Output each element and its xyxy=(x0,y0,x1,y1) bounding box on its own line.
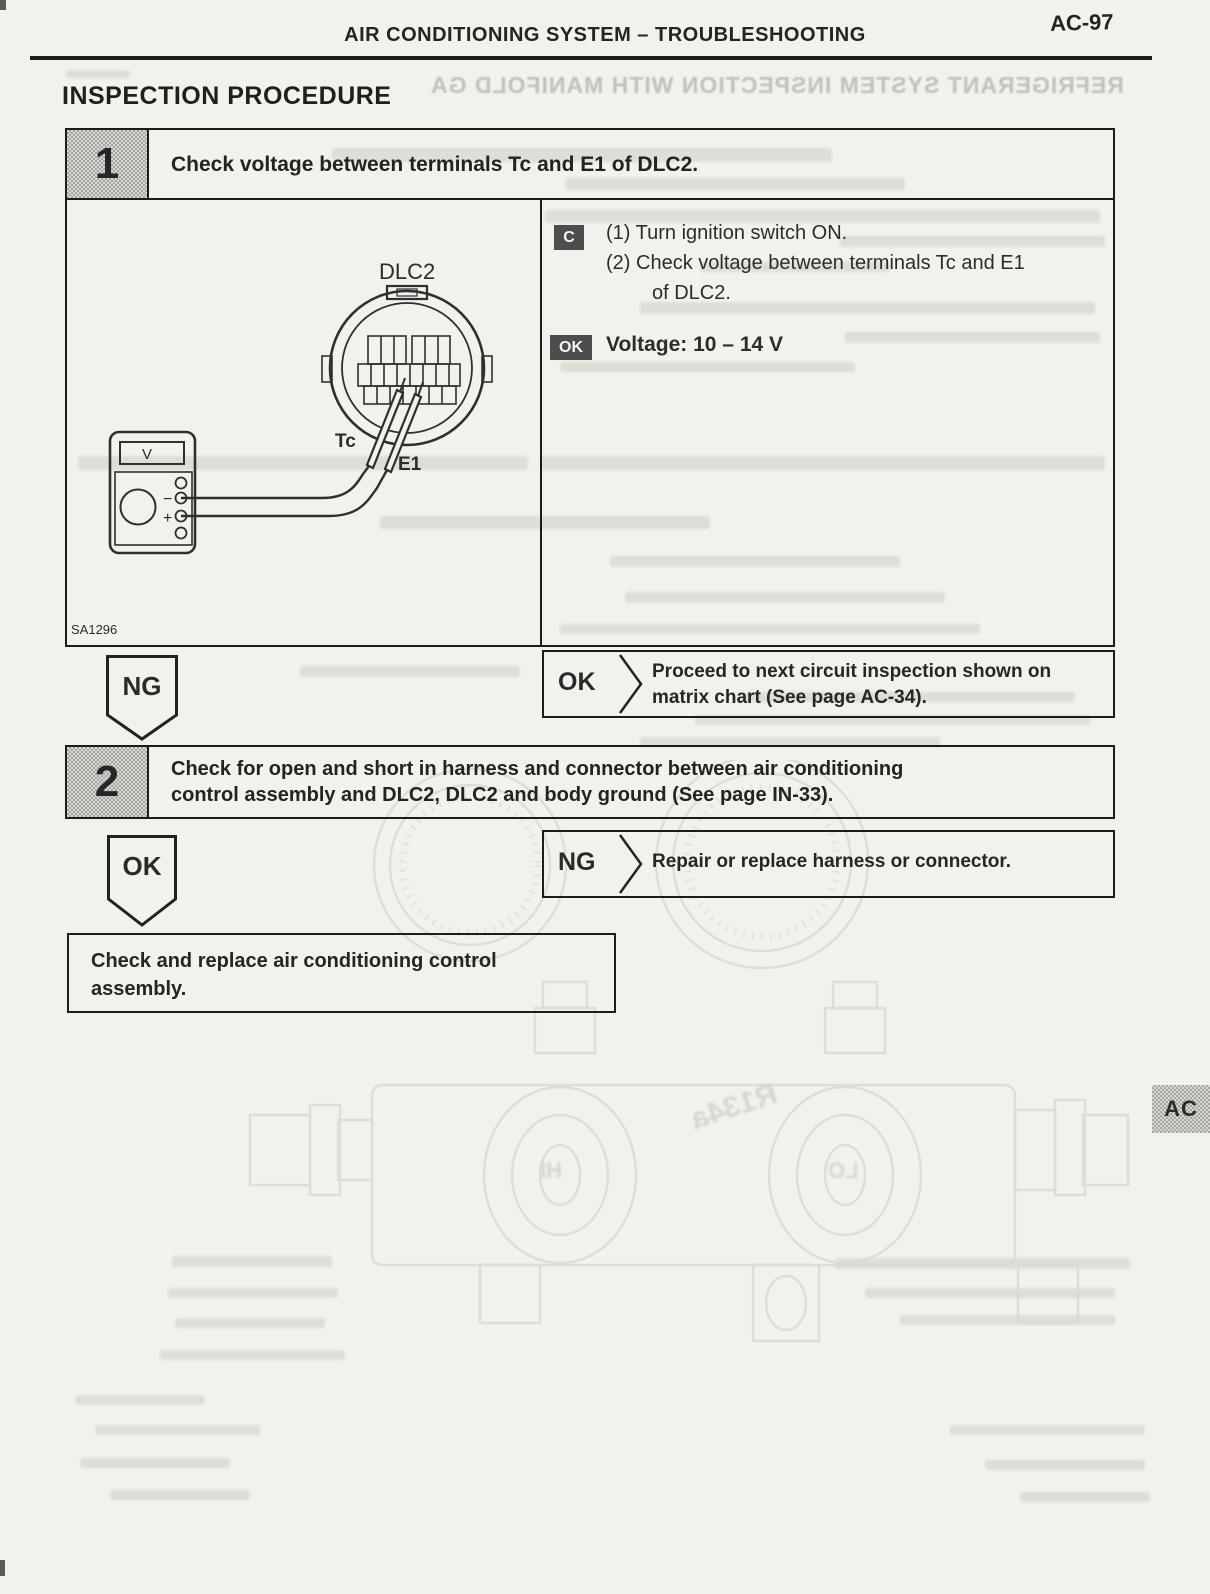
step1-ng-pentagon xyxy=(106,655,178,741)
final-action-box xyxy=(67,933,616,1013)
bleedthrough-title: REFRIGERANT SYSTEM INSPECTION WITH MANIFOLD GA xyxy=(430,72,1124,98)
step1-ok-result-label: OK xyxy=(558,668,596,696)
meter-minus-label: − xyxy=(163,491,173,508)
step2-ok-pentagon xyxy=(107,835,177,927)
step1-number: 1 xyxy=(67,130,149,198)
step1-illustration-box xyxy=(65,200,542,647)
step2-header-box xyxy=(65,745,1115,819)
page-number: AC-97 xyxy=(1049,9,1114,36)
figure-code: SA1296 xyxy=(71,622,118,637)
ok-badge: OK xyxy=(550,335,592,360)
step2-title-line2: control assembly and DLC2, DLC2 and body ground (See page IN-33). xyxy=(171,784,834,806)
step2-title-line1: Check for open and short in harness and connector between air conditioning xyxy=(171,758,904,780)
meter-plus-label: + xyxy=(163,510,173,527)
tc-terminal-label: Tc xyxy=(335,431,356,452)
step1-ok-result-line2: matrix chart (See page AC-34). xyxy=(652,687,927,708)
condition-badge: C xyxy=(554,225,584,250)
final-action-line2: assembly. xyxy=(91,978,187,1000)
bleedthrough-r134a-label: R134a xyxy=(686,1077,782,1136)
header-rule xyxy=(30,56,1152,60)
section-title: INSPECTION PROCEDURE xyxy=(62,82,392,110)
chevron-divider-icon xyxy=(618,834,644,894)
step2-ng-result-label: NG xyxy=(558,848,596,876)
step1-procedure-box xyxy=(542,200,1115,647)
section-tab-ac: AC xyxy=(1152,1085,1210,1133)
bleedthrough-hi-label: HI xyxy=(540,1158,562,1183)
bleedthrough-lo-label: LO xyxy=(828,1158,859,1183)
step2-ng-result-box xyxy=(542,830,1115,898)
final-action-line1: Check and replace air conditioning control xyxy=(91,950,497,972)
meter-v-label: V xyxy=(141,446,153,463)
step2-ok-label: OK xyxy=(122,851,162,881)
step1-ok-result-box xyxy=(542,650,1115,718)
voltmeter-dlc2-diagram xyxy=(67,200,539,642)
step1-title: Check voltage between terminals Tc and E1 of DLC2. xyxy=(171,152,699,176)
dlc2-label: DLC2 xyxy=(379,259,436,284)
step1-header-box xyxy=(65,128,1115,200)
e1-terminal-label: E1 xyxy=(398,454,422,475)
page-header-title: AIR CONDITIONING SYSTEM – TROUBLESHOOTING xyxy=(344,24,866,46)
voltage-spec: Voltage: 10 – 14 V xyxy=(606,333,784,356)
step1-ok-result-line1: Proceed to next circuit inspection shown on xyxy=(652,661,1052,682)
procedure-item-3: of DLC2. xyxy=(652,282,731,304)
step2-ng-result-text: Repair or replace harness or connector. xyxy=(652,851,1012,872)
procedure-item-1: (1) Turn ignition switch ON. xyxy=(606,222,848,244)
procedure-item-2: (2) Check voltage between terminals Tc and E1 xyxy=(606,252,1025,274)
step1-ng-label: NG xyxy=(122,671,162,701)
chevron-divider-icon xyxy=(618,654,644,714)
step2-number: 2 xyxy=(67,747,149,817)
